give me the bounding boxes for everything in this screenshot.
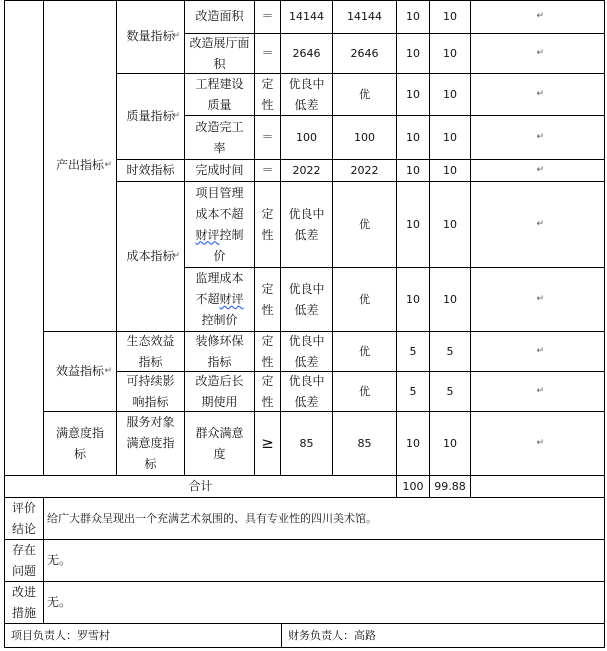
score-text: 10 [443, 293, 457, 306]
op-text: 定性 [261, 333, 274, 369]
para-mark: ↵ [536, 132, 544, 142]
level3-text-c: 控制价 [213, 227, 244, 263]
actual-text: 2022 [350, 164, 379, 177]
level2-ecology [117, 332, 185, 372]
improve-label-cell [4, 582, 44, 624]
level2-time-text: 时效指标 [126, 163, 175, 177]
blank-col-cell [4, 0, 44, 476]
weight-cell [397, 332, 430, 372]
level3-text [193, 183, 246, 267]
improve-text: 无。 [47, 595, 72, 609]
improve-label: 改进措施 [11, 584, 36, 620]
para-mark: ↵ [536, 294, 544, 304]
level1-benefit-text: 效益指标 [55, 364, 104, 378]
level3-text [193, 268, 246, 331]
level3-text: 完成时间 [195, 163, 244, 177]
level2-cost-text: 成本指标 [126, 249, 175, 263]
weight-text: 5 [409, 345, 417, 358]
note-cell [471, 116, 605, 160]
para-mark: ↵ [536, 165, 544, 175]
eval-text-cell [44, 498, 605, 540]
level2-ecology-text: 生态效益指标 [126, 333, 175, 369]
target-cell [281, 116, 333, 160]
para-mark: ↵ [536, 438, 544, 448]
level3-text-b: 财评 [195, 227, 220, 242]
score-cell [430, 0, 471, 34]
level1-output-text: 产出指标 [55, 158, 104, 172]
op-cell [255, 332, 281, 372]
score-text: 10 [443, 47, 457, 60]
actual-cell [333, 412, 397, 476]
score-cell [430, 74, 471, 116]
target-text: 优良中低差 [288, 206, 325, 242]
weight-text: 10 [406, 131, 420, 144]
para-mark: ↵ [536, 386, 544, 396]
note-cell [471, 34, 605, 74]
para-mark: ↵ [536, 89, 544, 99]
level1-satisfaction-text: 满意度指标 [55, 425, 104, 461]
op-cell [255, 160, 281, 182]
actual-text: 2646 [350, 47, 379, 60]
weight-text: 5 [409, 385, 417, 398]
actual-text: 优 [359, 293, 370, 306]
weight-text: 10 [406, 88, 420, 101]
actual-cell [333, 372, 397, 412]
note-cell [471, 332, 605, 372]
para-mark: ↵ [104, 366, 112, 376]
total-label: 合计 [188, 479, 213, 493]
target-text: 优良中低差 [288, 281, 325, 317]
actual-cell [333, 116, 397, 160]
level3-cell [185, 372, 255, 412]
note-cell [471, 74, 605, 116]
level3-cell [185, 332, 255, 372]
level2-service [117, 412, 185, 476]
level2-quality [117, 74, 185, 160]
para-mark: ↵ [536, 346, 544, 356]
target-cell [281, 74, 333, 116]
note-cell [471, 372, 605, 412]
level1-benefit [44, 332, 117, 412]
level3-cell [185, 34, 255, 74]
actual-cell [333, 0, 397, 34]
level1-output [44, 0, 117, 332]
target-text: 优良中低差 [288, 333, 325, 369]
eval-label-cell [4, 498, 44, 540]
target-cell [281, 182, 333, 268]
actual-cell [333, 268, 397, 332]
target-text: 100 [296, 131, 317, 144]
score-cell [430, 268, 471, 332]
actual-cell [333, 160, 397, 182]
score-text: 10 [443, 131, 457, 144]
op-text: 定性 [261, 206, 274, 242]
weight-cell [397, 412, 430, 476]
score-text: 5 [446, 345, 454, 358]
op-text: 定性 [261, 76, 274, 112]
issues-text: 无。 [47, 553, 72, 567]
score-cell [430, 332, 471, 372]
total-weight: 100 [402, 480, 424, 493]
para-mark: ↵ [536, 219, 544, 229]
score-text: 10 [443, 218, 457, 231]
para-mark: ↵ [172, 31, 180, 41]
level2-sustainable [117, 372, 185, 412]
total-score: 99.88 [434, 480, 466, 493]
target-cell [281, 268, 333, 332]
level3-cell [185, 74, 255, 116]
op-cell [255, 182, 281, 268]
weight-cell [397, 268, 430, 332]
target-cell [281, 412, 333, 476]
weight-cell [397, 34, 430, 74]
level3-text-a: 监理成本不超 [195, 271, 244, 306]
score-cell [430, 372, 471, 412]
level3-cell [185, 116, 255, 160]
para-mark: ↵ [536, 11, 544, 21]
issues-text-cell [44, 540, 605, 582]
level3-text-b: 财评 [219, 292, 244, 306]
level3-text: 改造面积 [195, 9, 244, 23]
op-text: ＝ [261, 163, 274, 177]
level3-text: 工程建设质量 [195, 76, 244, 112]
para-mark: ↵ [536, 48, 544, 58]
op-cell [255, 116, 281, 160]
actual-text: 85 [357, 437, 372, 450]
eval-text: 给广大群众呈现出一个充满艺术氛围的、具有专业性的四川美术馆。 [47, 512, 377, 525]
target-cell [281, 332, 333, 372]
op-text: 定性 [261, 281, 274, 317]
target-text: 优良中低差 [288, 76, 325, 112]
score-text: 10 [443, 437, 457, 450]
target-text: 14144 [289, 10, 324, 23]
target-cell [281, 0, 333, 34]
level3-text: 装修环保指标 [195, 333, 244, 369]
level3-text: 群众满意度 [195, 425, 244, 461]
issues-label-cell [4, 540, 44, 582]
level2-time [117, 160, 185, 182]
improve-text-cell [44, 582, 605, 624]
target-text: 2022 [292, 164, 321, 177]
level3-text: 改造展厅面积 [189, 35, 250, 71]
eval-label: 评价结论 [11, 500, 36, 536]
note-cell [471, 268, 605, 332]
target-cell [281, 34, 333, 74]
op-cell [255, 0, 281, 34]
op-cell [255, 268, 281, 332]
score-cell [430, 412, 471, 476]
score-text: 10 [443, 10, 457, 23]
actual-cell [333, 182, 397, 268]
target-text: 2646 [292, 47, 321, 60]
level3-cell [185, 412, 255, 476]
total-label-cell [4, 476, 397, 498]
level3-cell [185, 268, 255, 332]
weight-text: 10 [406, 47, 420, 60]
total-weight-cell [397, 476, 430, 498]
note-cell [471, 0, 605, 34]
weight-cell [397, 160, 430, 182]
op-cell [255, 34, 281, 74]
score-cell [430, 34, 471, 74]
level3-cell [185, 182, 255, 268]
op-cell [255, 372, 281, 412]
weight-text: 10 [406, 218, 420, 231]
op-cell [255, 412, 281, 476]
level2-service-text: 服务对象满意度指标 [126, 415, 175, 471]
note-cell [471, 160, 605, 182]
level1-satisfaction [44, 412, 117, 476]
op-text: ＝ [261, 46, 274, 60]
score-text: 10 [443, 88, 457, 101]
score-cell [430, 160, 471, 182]
score-cell [430, 182, 471, 268]
note-cell [471, 182, 605, 268]
para-mark: ↵ [104, 160, 112, 170]
actual-text: 14144 [347, 10, 382, 23]
actual-text: 100 [354, 131, 375, 144]
project-leader: 项目负责人：罗雪村 [11, 629, 110, 642]
level2-cost [117, 182, 185, 332]
weight-cell [397, 182, 430, 268]
weight-cell [397, 116, 430, 160]
total-score-cell [430, 476, 471, 498]
level3-cell [185, 160, 255, 182]
weight-text: 10 [406, 437, 420, 450]
actual-cell [333, 74, 397, 116]
note-cell [471, 412, 605, 476]
op-text: ＝ [261, 130, 274, 144]
finance-leader-cell [282, 624, 605, 648]
issues-label: 存在问题 [11, 542, 36, 578]
level3-text-c: 控制价 [201, 313, 238, 327]
score-cell [430, 116, 471, 160]
para-mark: ↵ [172, 251, 180, 261]
project-leader-cell [4, 624, 282, 648]
actual-cell [333, 332, 397, 372]
target-cell [281, 160, 333, 182]
actual-text: 优 [359, 218, 370, 231]
op-text: ≥ [261, 434, 274, 452]
actual-text: 优 [359, 88, 370, 101]
score-text: 5 [446, 385, 454, 398]
level3-cell [185, 0, 255, 34]
weight-text: 10 [406, 164, 420, 177]
level2-quality-text: 质量指标 [126, 109, 175, 123]
actual-text: 优 [359, 385, 370, 398]
op-text: 定性 [261, 373, 274, 409]
target-cell [281, 372, 333, 412]
score-text: 10 [443, 164, 457, 177]
para-mark: ↵ [172, 111, 180, 121]
actual-cell [333, 34, 397, 74]
target-text: 85 [299, 437, 314, 450]
weight-cell [397, 0, 430, 34]
weight-text: 10 [406, 10, 420, 23]
weight-cell [397, 372, 430, 412]
level2-sustainable-text: 可持续影响指标 [126, 373, 175, 409]
total-note-cell [471, 476, 605, 498]
level3-text: 改造后长期使用 [195, 373, 244, 409]
level3-text-a: 项目管理成本不超 [195, 185, 244, 221]
op-cell [255, 74, 281, 116]
level3-text: 改造完工率 [195, 119, 244, 155]
weight-text: 10 [406, 293, 420, 306]
op-text: ＝ [261, 9, 274, 23]
finance-leader: 财务负责人：高路 [288, 629, 376, 642]
actual-text: 优 [359, 345, 370, 358]
weight-cell [397, 74, 430, 116]
level2-quantity [117, 0, 185, 74]
target-text: 优良中低差 [288, 373, 325, 409]
level2-quantity-text: 数量指标 [126, 29, 175, 43]
